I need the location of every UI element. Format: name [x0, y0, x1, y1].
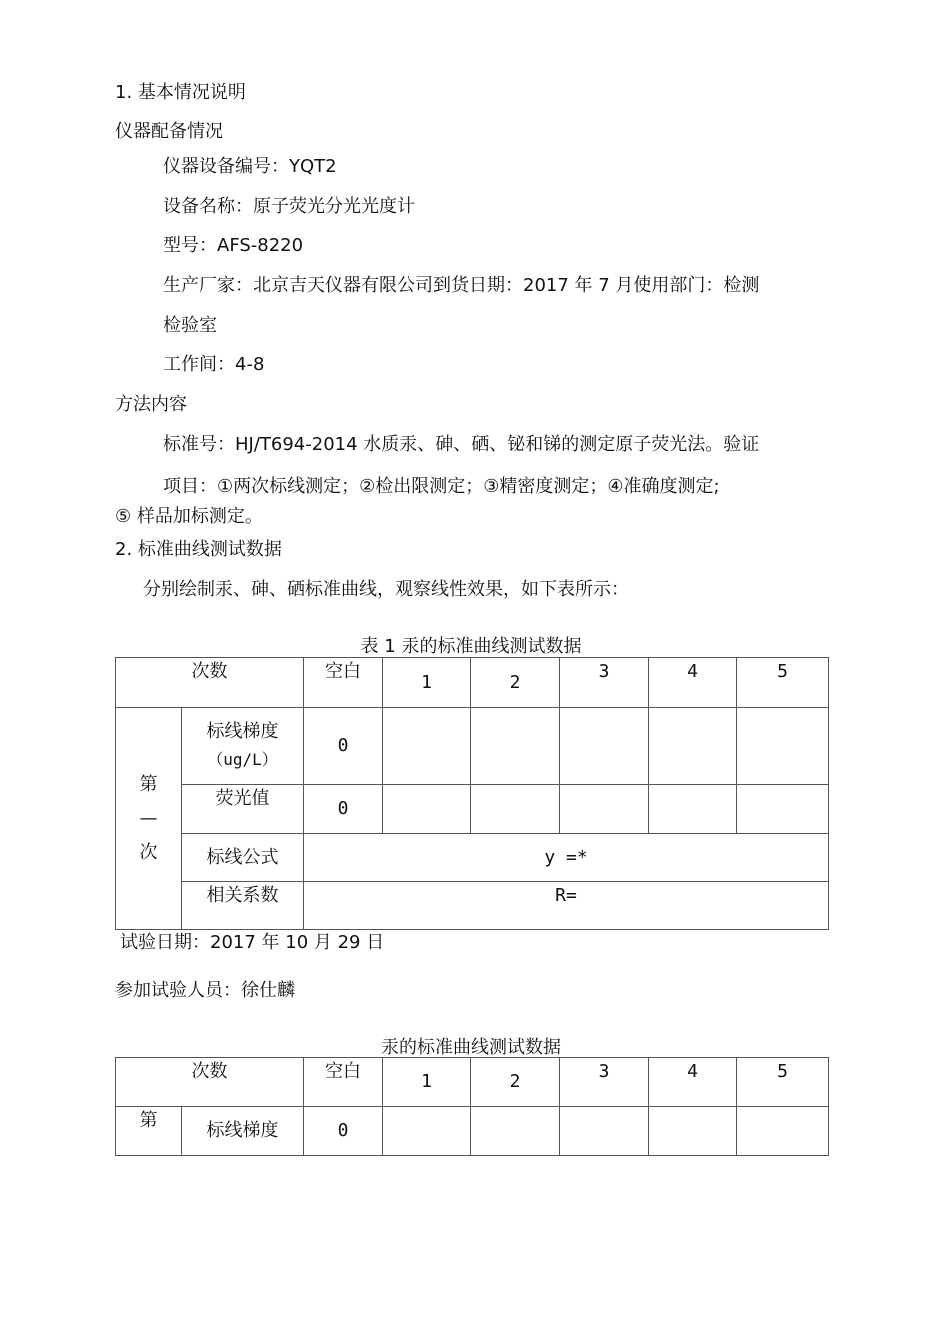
equipment-heading: 仪器配备情况	[115, 121, 223, 142]
fluorescence-cell-5	[737, 785, 829, 834]
participants: 参加试验人员：徐仕麟	[115, 980, 295, 1001]
standard-line-3: ⑤ 样品加标测定。	[115, 506, 263, 527]
table-2-header-col-5: 5	[737, 1058, 829, 1107]
equipment-name: 设备名称：原子荧光分光光度计	[163, 196, 415, 217]
table-2-gradient-cell-4	[649, 1107, 737, 1156]
round-label-first: 第	[139, 773, 158, 795]
formula-value: y =*	[304, 834, 829, 882]
formula-row	[116, 834, 829, 882]
test-date: 试验日期：2017 年 10 月 29 日	[120, 932, 385, 953]
section-2-heading: 2. 标准曲线测试数据	[115, 539, 282, 560]
gradient-cell-5	[737, 708, 829, 785]
fluorescence-row	[116, 785, 829, 834]
gradient-label: 标线梯度	[206, 721, 279, 742]
header-blank: 空白	[304, 658, 383, 708]
header-col-3: 3	[560, 658, 649, 708]
manufacturer-line-1: 生产厂家：北京吉天仪器有限公司到货日期：2017 年 7 月使用部门：检测	[163, 275, 760, 296]
gradient-label-cell	[182, 708, 304, 785]
round-label-dash: —	[139, 807, 158, 829]
table-2-round-label: 第	[116, 1107, 182, 1156]
formula-label: 标线公式	[182, 834, 304, 882]
table-2-gradient-cell-2	[471, 1107, 560, 1156]
header-col-5: 5	[737, 658, 829, 708]
fluorescence-label: 荧光值	[182, 785, 304, 834]
table-2-header-row	[116, 1058, 829, 1107]
method-heading: 方法内容	[115, 394, 187, 415]
table-2-header-col-1: 1	[383, 1058, 471, 1107]
gradient-cell-4	[649, 708, 737, 785]
header-times: 次数	[116, 658, 304, 708]
table-2-caption: 汞的标准曲线测试数据	[381, 1037, 561, 1058]
gradient-unit: （ug/L）	[207, 750, 278, 769]
fluorescence-cell-4	[649, 785, 737, 834]
table-2-header-blank: 空白	[304, 1058, 383, 1107]
work-room: 工作间：4-8	[163, 354, 265, 375]
header-col-2: 2	[471, 658, 560, 708]
gradient-cell-2	[471, 708, 560, 785]
table-2-header-col-3: 3	[560, 1058, 649, 1107]
header-col-1: 1	[383, 658, 471, 708]
round-label-times: 次	[139, 841, 158, 863]
standard-line-1: 标准号：HJ/T694-2014 水质汞、砷、硒、铋和锑的测定原子荧光法。验证	[163, 434, 760, 455]
correlation-value: R=	[304, 882, 829, 930]
standard-line-2: 项目：①两次标线测定；②检出限测定；③精密度测定；④准确度测定;	[163, 476, 720, 497]
fluorescence-cell-2	[471, 785, 560, 834]
fluorescence-blank-value: 0	[304, 785, 383, 834]
table-2-gradient-cell-1	[383, 1107, 471, 1156]
section-1-heading: 1. 基本情况说明	[115, 82, 246, 103]
table-1-caption: 表 1 汞的标准曲线测试数据	[360, 636, 582, 657]
correlation-row	[116, 882, 829, 930]
table-2-header-col-4: 4	[649, 1058, 737, 1107]
header-col-4: 4	[649, 658, 737, 708]
table-2-header-times: 次数	[116, 1058, 304, 1107]
gradient-row	[116, 708, 829, 785]
fluorescence-cell-3	[560, 785, 649, 834]
table-2-gradient-cell-3	[560, 1107, 649, 1156]
manufacturer-line-2: 检验室	[163, 315, 217, 336]
table-2-header-col-2: 2	[471, 1058, 560, 1107]
gradient-blank-value: 0	[304, 708, 383, 785]
table-1	[115, 657, 829, 930]
gradient-cell-1	[383, 708, 471, 785]
equipment-model: 型号：AFS-8220	[163, 235, 304, 256]
table-1-header-row	[116, 658, 829, 708]
table-2-gradient-row	[116, 1107, 829, 1156]
table-2-gradient-label: 标线梯度	[182, 1107, 304, 1156]
table-2	[115, 1057, 829, 1156]
section-2-intro: 分别绘制汞、砷、硒标准曲线，观察线性效果，如下表所示：	[143, 579, 629, 600]
round-label-cell	[116, 708, 182, 930]
correlation-label: 相关系数	[182, 882, 304, 930]
equipment-id: 仪器设备编号：YQT2	[163, 156, 337, 177]
gradient-cell-3	[560, 708, 649, 785]
fluorescence-cell-1	[383, 785, 471, 834]
table-2-gradient-blank-value: 0	[304, 1107, 383, 1156]
table-2-gradient-cell-5	[737, 1107, 829, 1156]
